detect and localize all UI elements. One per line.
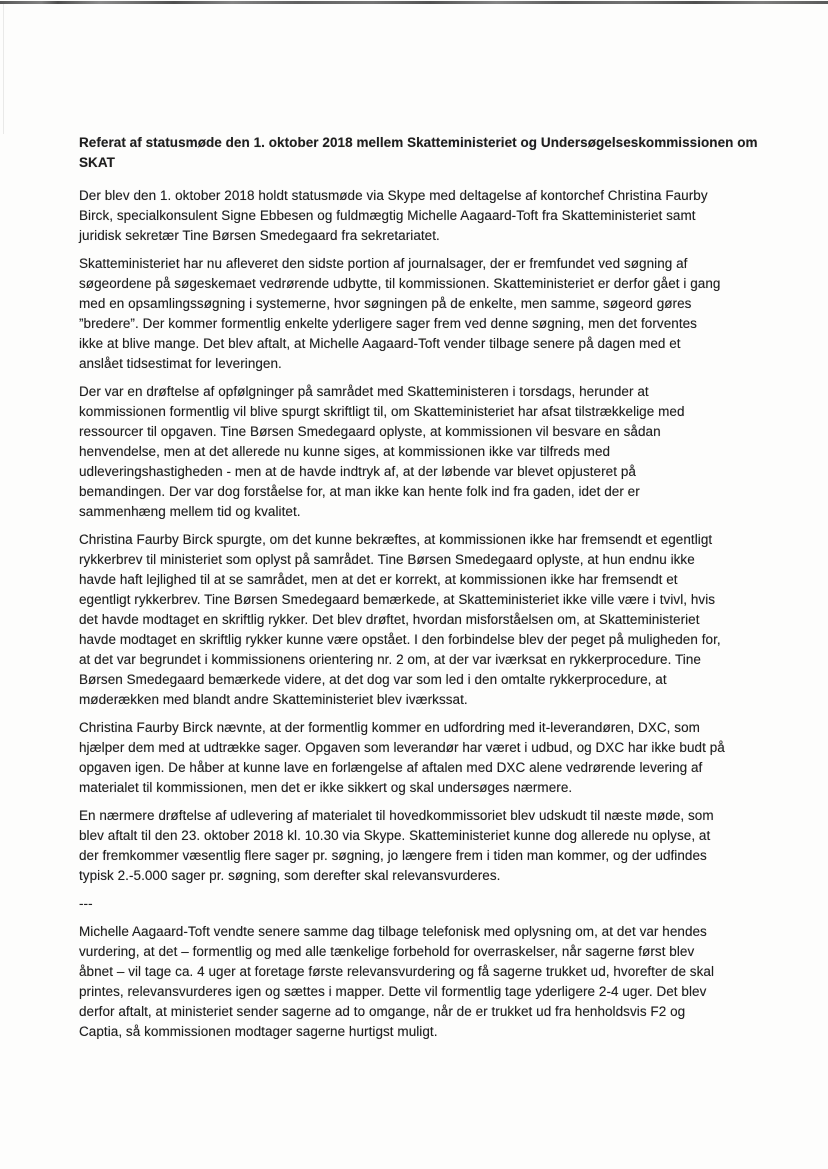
title-line: SKAT [79,155,115,170]
text-line: Michelle Aagaard-Toft vendte senere samme dag tilbage telefonisk med oplysning om, at det var hendes [79,924,707,939]
text-line: havde modtaget en skriftlig rykker kunne være opstået. I den forbindelse blev der peget på muligheden for, [79,632,721,647]
text-line: møderækken med blandt andre Skatteministeriet blev iværkssat. [79,692,468,707]
text-line: juridisk sekretær Tine Børsen Smedegaard fra sekretariatet. [79,228,440,243]
text-line: kommissionen formentlig vil blive spurgt skriftligt til, om Skatteministeriet har afsat tilstrækkelige med [79,404,685,419]
paragraph [79,718,768,798]
text-line: med en opsamlingssøgning i systemerne, hvor søgningen på de enkelte, men samme, søgeord gøres [79,296,692,311]
scan-artifact-left-edge [3,4,4,134]
text-line: udleveringshastigheden - men at de havde indtryk af, at der løbende var blevet opjusteret på [79,464,636,479]
text-line: En nærmere drøftelse af udlevering af materialet til hovedkommissoriet blev udskudt til næste møde, som [79,808,714,823]
text-line: henvendelse, men at det allerede nu kunne siges, at kommissionen ikke var tilfreds med [79,444,611,459]
text-line: sammenhæng mellem tid og kvalitet. [79,504,301,519]
paragraph [79,806,768,886]
text-line: bemandingen. Der var dog forståelse for, at man ikke kan hente folk ind fra gaden, idet der er [79,484,640,499]
text-line: ”bredere”. Der kommer formentlig enkelte yderligere sager frem ved denne søgning, men det forventes [79,316,697,331]
text-line: hjælper dem med at udtrække sager. Opgaven som leverandør har været i udbud, og DXC har ikke budt på [79,740,725,755]
text-line: havde haft lejlighed til at se samrådet, men at det er korrekt, at kommissionen ikke har fremsendt et [79,572,678,587]
paragraph [79,922,768,1042]
text-line: ikke at blive mange. Det blev aftalt, at Michelle Aagaard-Toft vender tilbage senere på dagen med et [79,336,681,351]
title-line: Referat af statusmøde den 1. oktober 2018 mellem Skatteministeriet og Undersøgelseskommissionen om [79,135,758,150]
text-line: søgeordene på søgeskemaet vedrørende udbytte, til kommissionen. Skatteministeriet er derfor gået i gang [79,276,721,291]
text-line: printes, relevansvurderes igen og sættes i mapper. Dette vil formentlig tage yderligere 2-4 uger. Det blev [79,984,707,999]
separator-dashes [79,894,768,914]
text-line: Captia, så kommissionen modtager sagerne hurtigst muligt. [79,1024,438,1039]
text-line: materialet til kommissionen, men det er ikke sikkert og skal undersøges nærmere. [79,780,573,795]
document-content [79,133,768,1050]
text-line: Børsen Smedegaard bemærkede videre, at det dog var som led i den omtalte rykkerprocedure, at [79,672,667,687]
text-line: derfor aftalt, at ministeriet sender sagerne ad to omgange, når de er trukket ud fra henholdsvis F2 og [79,1004,686,1019]
scan-artifact-top-edge [0,1,828,4]
text-line: rykkerbrev til ministeriet som oplyst på samrådet. Tine Børsen Smedegaard oplyste, at hun endnu ikke [79,552,695,567]
text-line: Christina Faurby Birck spurgte, om det kunne bekræftes, at kommissionen ikke har fremsendt et egentligt [79,532,713,547]
paragraph [79,530,768,710]
text-line: blev aftalt til den 23. oktober 2018 kl. 10.30 via Skype. Skatteministeriet kunne dog allerede nu oplyse, at [79,828,711,843]
paragraph [79,186,768,246]
text-line: anslået tidsestimat for leveringen. [79,356,282,371]
text-line: Skatteministeriet har nu afleveret den sidste portion af journalsager, der er fremfundet ved søgning af [79,256,688,271]
document-title [79,133,768,173]
text-line: Birck, specialkonsulent Signe Ebbesen og fuldmægtig Michelle Aagaard-Toft fra Skatteministeriet samt [79,208,696,223]
paragraph [79,382,768,522]
text-line: åbnet – vil tage ca. 4 uger at foretage første relevansvurdering og få sagerne trukket ud, hvorefter de skal [79,964,715,979]
text-line: det havde modtaget en skriftlig rykker. Det blev drøftet, hvordan misforståelsen om, at Skatteministeriet [79,612,700,627]
text-line: Der blev den 1. oktober 2018 holdt statusmøde via Skype med deltagelse af kontorchef Christina Faurby [79,188,708,203]
text-line: typisk 2.-5.000 sager pr. søgning, som derefter skal relevansvurderes. [79,868,501,883]
document-body [79,186,768,1042]
text-line: der fremkommer væsentlig flere sager pr. søgning, jo længere frem i tiden man kommer, og der udfindes [79,848,707,863]
paragraph [79,254,768,374]
text-line: Der var en drøftelse af opfølgninger på samrådet med Skatteministeren i torsdags, herunder at [79,384,649,399]
text-line: ressourcer til opgaven. Tine Børsen Smedegaard oplyste, at kommissionen vil besvare en sådan [79,424,661,439]
text-line: egentligt rykkerbrev. Tine Børsen Smedegaard bemærkede, at Skatteministeriet ikke ville være i tvivl, hvis [79,592,716,607]
text-line: Christina Faurby Birck nævnte, at der formentlig kommer en udfordring med it-leverandøren, DXC, som [79,720,700,735]
text-line: at det var begrundet i kommissionens orientering nr. 2 om, at der var iværksat en rykkerprocedure. Tine [79,652,701,667]
text-line: --- [79,896,93,911]
text-line: vurdering, at det – formentlig og med alle tænkelige forbehold for overraskelser, når sagerne først blev [79,944,695,959]
text-line: opgaven igen. De håber at kunne lave en forlængelse af aftalen med DXC alene vedrørende levering af [79,760,703,775]
